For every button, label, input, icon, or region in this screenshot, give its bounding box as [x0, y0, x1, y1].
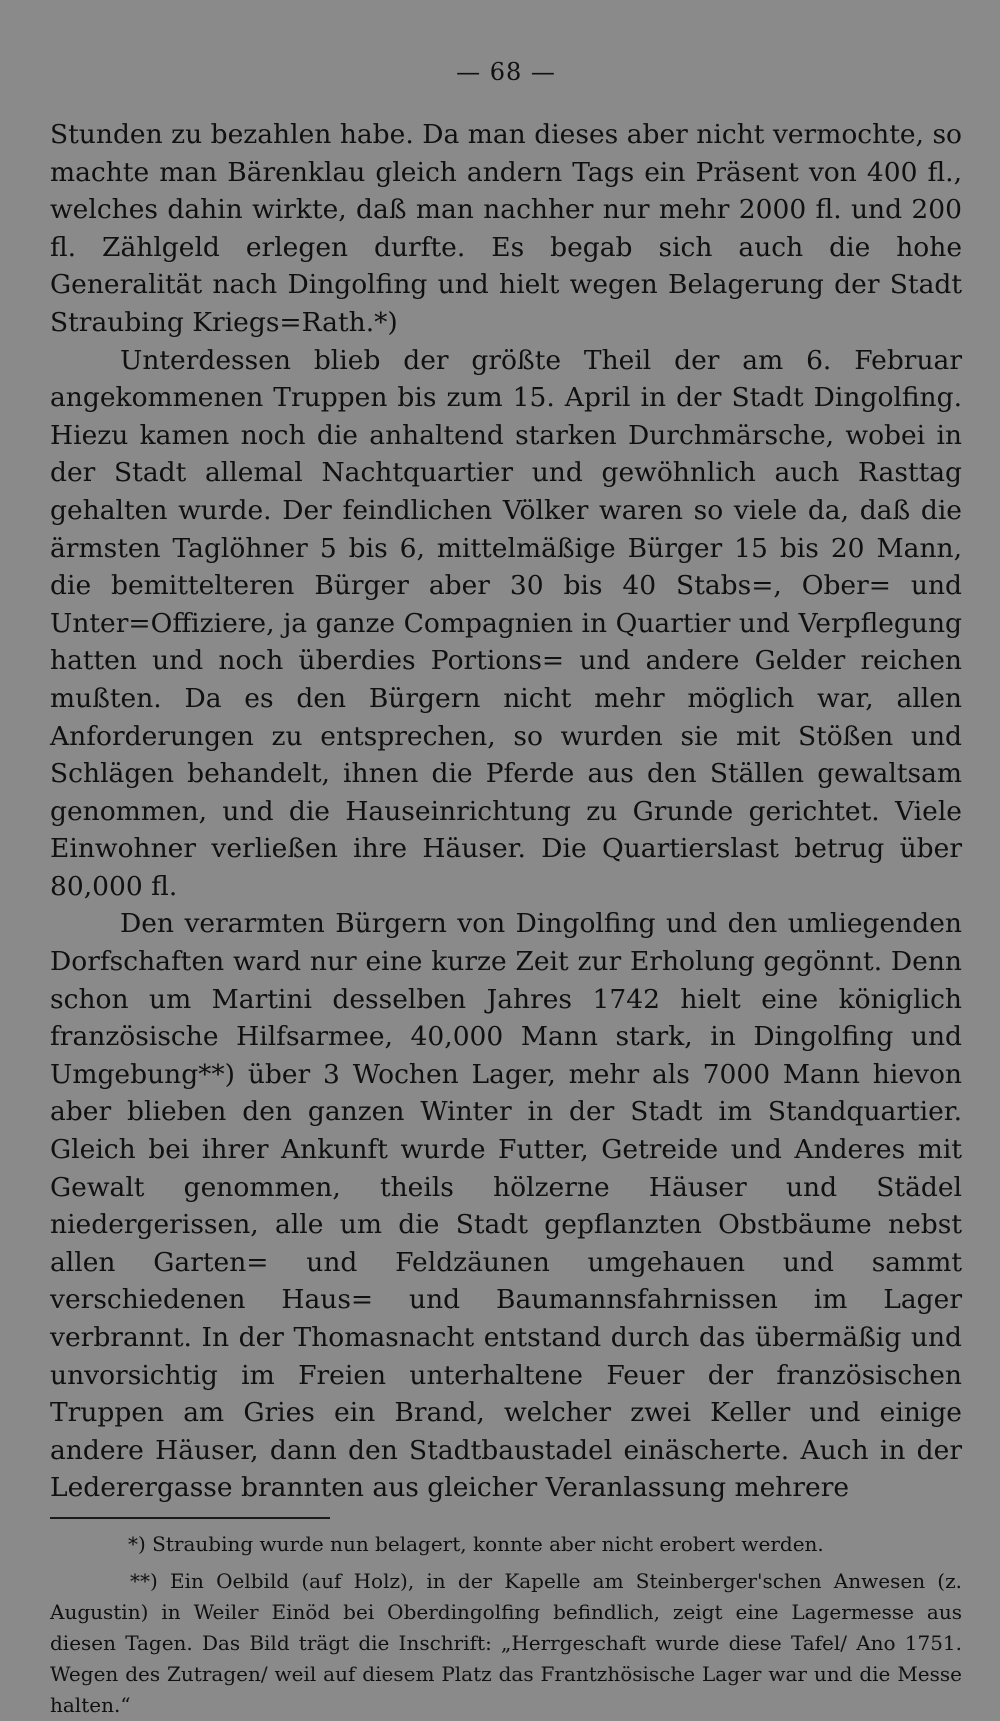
- footnote: *) Straubing wurde nun belagert, konnte aber nicht erobert werden.: [128, 1531, 824, 1556]
- body-text: [50, 116, 962, 1507]
- paragraph: Unterdessen blieb der größte Theil der am 6. Februar angekommenen Truppen bis zum 15. April in der Stadt Dingolfing. Hiezu kamen noch die anhaltend starken Durchmärsche, wobei in der Stadt allemal Nachtquartier und gewöhnlich auch Rasttag gehalten wurde. Der feindlichen Völker waren so viele da, daß die ärmsten Taglöhner 5 bis 6, mittelmäßige Bürger 15 bis 20 Mann, die bemittelteren Bürger aber 30 bis 40 Stabs=, Ober= und Unter=Offiziere, ja ganze Compagnien in Quartier und Verpflegung hatten und noch überdies Portions= und andere Gelder reichen mußten. Da es den Bürgern nicht mehr möglich war, allen Anforderungen zu entsprechen, so wurden sie mit Stößen und Schlägen behandelt, ihnen die Pferde aus den Ställen gewaltsam genommen, und die Hauseinrichtung zu Grunde gerichtet. Viele Einwohner verließen ihre Häuser. Die Quartierslast betrug über 80,000 fl.: [50, 344, 962, 902]
- paragraph: Stunden zu bezahlen habe. Da man dieses aber nicht vermochte, so machte man Bärenklau gleich andern Tags ein Präsent von 400 fl., welches dahin wirkte, daß man nachher nur mehr 2000 fl. und 200 fl. Zählgeld erlegen durfte. Es begab sich auch die hohe Generalität nach Dingolfing und hielt wegen Belagerung der Stadt Straubing Kriegs=Rath.*): [50, 119, 962, 338]
- footnotes: [50, 1529, 962, 1721]
- footnote-divider: [50, 1517, 330, 1519]
- paragraph: Den verarmten Bürgern von Dingolfing und den umliegenden Dorfschaften ward nur eine kurze Zeit zur Erholung gegönnt. Denn schon um Martini desselben Jahres 1742 hielt eine königlich französische Hilfsarmee, 40,000 Mann stark, in Dingolfing und Umgebung**) über 3 Wochen Lager, mehr als 7000 Mann hievon aber blieben den ganzen Winter in der Stadt im Standquartier. Gleich bei ihrer Ankunft wurde Futter, Getreide und Anderes mit Gewalt genommen, theils hölzerne Häuser und Städel niedergerissen, alle um die Stadt gepflanzten Obstbäume nebst allen Garten= und Feldzäunen umgehauen und sammt verschiedenen Haus= und Baumannsfahrnissen im Lager verbrannt. In der Thomasnacht entstand durch das übermäßig und unvorsichtig im Freien unterhaltene Feuer der französischen Truppen am Gries ein Brand, welcher zwei Keller und einige andere Häuser, dann den Stadtbaustadel einäscherte. Auch in der Lederergasse brannten aus gleicher Veranlassung mehrere: [50, 908, 962, 1504]
- page-number: — 68 —: [456, 58, 556, 86]
- footnote: **) Ein Oelbild (auf Holz), in der Kapelle am Steinberger'schen Anwesen (z. Augustin) in Weiler Einöd bei Oberdingolfing befindlich, zeigt eine Lagermesse aus diesen Tagen. Das Bild trägt die Inschrift: „Herrgeschaft wurde diese Tafel/ Ano 1751. Wegen des Zutragen/ weil auf diesem Platz das Frantzhösische Lager war und die Messe halten.“: [50, 1568, 962, 1717]
